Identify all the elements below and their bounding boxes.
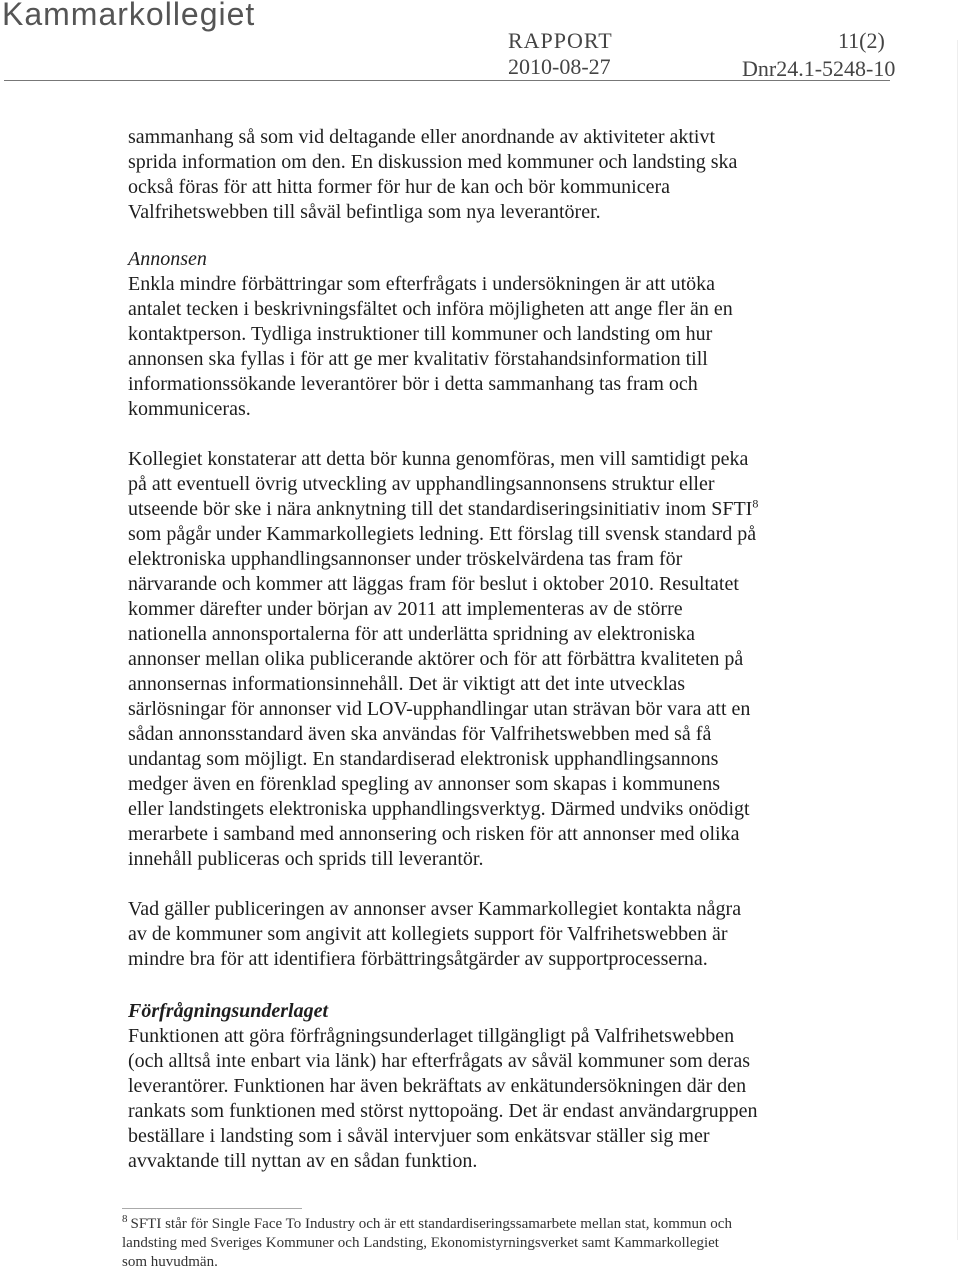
annonsen-paragraph-3: Vad gäller publiceringen av annonser avser Kammarkollegiet kontakta några av de kommuner som angivit att kollegiets support för Valfrihetswebben är mindre bra för att identifiera förbättringsåtgärder av supportprocesserna. <box>128 898 742 970</box>
intro-paragraph: sammanhang så som vid deltagande eller anordnande av aktiviteter aktivt sprida information om den. En diskussion med kommuner och landsting ska också föras för att hitta former för hur de kan och bör kommunicera Valfrihetswebben till såväl befintliga som nya leverantörer. <box>128 126 738 223</box>
annonsen-paragraph-2-end: som pågår under Kammarkollegiets ledning. Ett förslag till svensk standard på elektroniska upphandlingsannonser under tröskelvärdena tas fram för närvarande och kommer att läggas fram för beslut i oktober 2010. Resultatet kommer därefter under början av 2011 att implementeras av de större nationella annonsportalerna för att underlätta spridning av elektroniska annonser mellan olika publicerande aktörer och för att förbättra kvaliteten på annonsernas informationsinnehåll. Det är viktigt att det inte utvecklas särlösningar för annonser vid LOV-upphandlingar utan strävan bör vara att en sådan annonsstandard även ska användas för Valfrihetswebben med så få undantag som möjligt. En standardiserad elektronisk upphandlingsannons medger även en förenklad spegling av annonser som skapas i kommunens eller landstingets elektroniska upphandlingsverktyg. Därmed undviks onödigt merarbete i samband med annonsering och risken för att annonser med olika innehåll publiceras och sprids till leverantör. <box>128 523 757 870</box>
annonsen-paragraph-2-start: Kollegiet konstaterar att detta bör kunna genomföras, men vill samtidigt peka på att eventuell övrig utveckling av upphandlingsannonsens struktur eller utseende bör ske i nära anknytning till det standardiseringsinitiativ inom SFTI <box>128 448 753 520</box>
scan-edge <box>957 40 958 1240</box>
header-divider <box>4 80 890 81</box>
footnote-text: SFTI står för Single Face To Industry och är ett standardiseringssamarbete mellan stat, kommun och landsting med Sveriges Kommuner och Landsting, Ekonomistyrningsverket samt Kammarkollegiet som huvudmän. <box>122 1216 732 1270</box>
section-heading-forfragningsunderlaget: Förfrågningsunderlaget <box>128 1000 329 1022</box>
annonsen-paragraph-2 <box>128 447 760 872</box>
footnote-reference: 8 <box>752 496 759 511</box>
section-heading-annonsen: Annonsen <box>128 248 207 270</box>
footnote <box>122 1215 742 1272</box>
footnote-divider <box>122 1208 302 1209</box>
document-type: RAPPORT <box>508 28 613 53</box>
page-number: 11(2) <box>838 28 885 53</box>
registration-number: Dnr24.1-5248-10 <box>742 56 896 81</box>
document-date: 2010-08-27 <box>508 54 611 79</box>
annonsen-paragraph-1: Enkla mindre förbättringar som efterfrågats i undersökningen är att utöka antalet tecken i beskrivningsfältet och införa möjligheten att ange fler än en kontaktperson. Tydliga instruktioner till kommuner och landsting om hur annonsen ska fyllas i för att ge mer kvalitativ förstahandsinformation till informationssökande leverantörer bör i detta sammanhang tas fram och kommuniceras. <box>128 273 733 420</box>
document-body <box>128 125 760 1174</box>
organization-name: Kammarkollegiet <box>2 0 256 32</box>
forfragning-paragraph: Funktionen att göra förfrågningsunderlaget tillgängligt på Valfrihetswebben (och alltså inte enbart via länk) har efterfrågats av såväl kommuner som deras leverantörer. Funktionen har även bekräftats av enkätundersökningen där den rankats som funktionen med störst nyttopoäng. Det är endast användargruppen beställare i landsting som i såväl intervjuer som enkätsvar ställer sig mer avvaktande till nyttan av en sådan funktion. <box>128 1025 758 1172</box>
footnote-marker: 8 <box>122 1213 128 1225</box>
